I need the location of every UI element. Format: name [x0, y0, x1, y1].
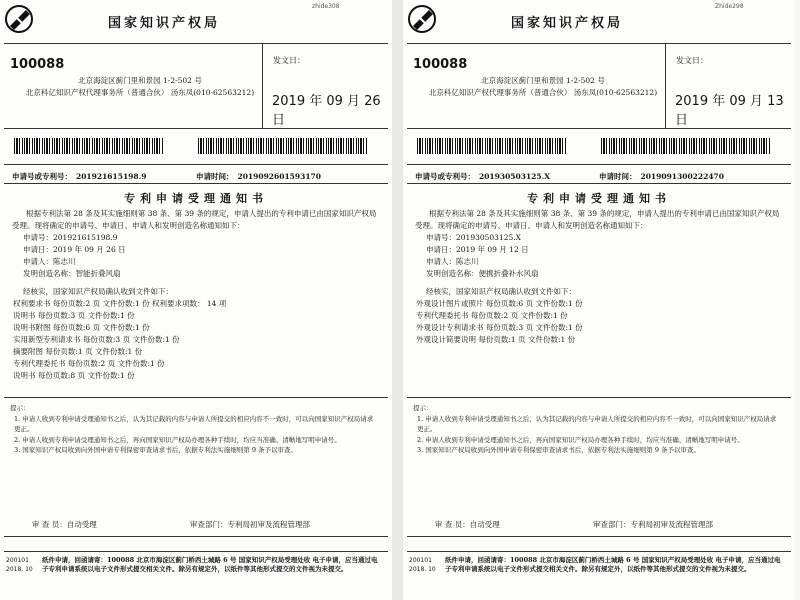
- postal-code: 100088: [413, 57, 468, 72]
- divider: [4, 164, 388, 165]
- divider: [407, 128, 791, 129]
- intro-paragraph: 根据专利法第 28 条及其实施细则第 38 条、第 39 条的规定，申请人提出的专利申请已由国家知识产权局受理。现将确定的申请号、申请日、申请人和发明创造名称通知如下：: [12, 209, 377, 230]
- address-block: [423, 75, 663, 99]
- application-number-row: [415, 171, 550, 182]
- value: 201921615198.9: [53, 233, 118, 242]
- divider: [4, 128, 388, 129]
- address-line: 北京海淀区蓟门里和景园 1-2-502 号: [78, 76, 202, 85]
- barcode: [198, 138, 368, 154]
- file-row: 外观设计图片或照片 每份页数:6 页 文件份数:1 份: [416, 299, 583, 308]
- notes-block: [413, 403, 781, 456]
- file-row: 说明书 每份页数:8 页 文件份数:1 份: [13, 371, 135, 380]
- detail-app-date: [23, 244, 126, 256]
- label: 发明创造名称：: [23, 269, 76, 278]
- note-item: 1. 申请人收到专利申请受理通知书之后，认为其记载的内容与申请人所提交的相应内容不一致时，可以向国家知识产权局请求更正。: [417, 414, 777, 433]
- form-number: 200101: [6, 557, 29, 564]
- department: 审查部门：专利局初审及流程管理部: [593, 520, 713, 529]
- barcode: [14, 138, 164, 154]
- divider: [407, 551, 791, 552]
- receipt-notice-right: [403, 0, 795, 600]
- divider: [4, 536, 388, 537]
- divider: [407, 43, 791, 44]
- issue-date: 2019 年 09 月 13 日: [675, 94, 784, 128]
- files-header: 经核实，国家知识产权局确认收到文件如下：: [23, 287, 173, 296]
- barcode: [601, 138, 771, 154]
- form-version: 2018. 10: [409, 566, 436, 573]
- cnipa-emblem-icon: [407, 4, 439, 34]
- application-details: [23, 232, 126, 280]
- postal-code: 100088: [10, 57, 65, 72]
- examiner: 审 查 员：自动受理: [435, 520, 500, 529]
- file-row: 专利代理委托书 每份页数:2 页 文件份数:1 份: [416, 311, 568, 320]
- divider: [665, 43, 666, 128]
- detail-invention: [23, 268, 126, 280]
- file-row: 专利代理委托书 每份页数:2 页 文件份数:1 份: [13, 359, 165, 368]
- file-row: 外观设计简要说明 每份页数:1 页 文件份数:1 份: [416, 335, 576, 344]
- reference-id: zhide308: [312, 3, 340, 10]
- value: 2019 年 09 月 12 日: [456, 245, 529, 254]
- reference-id: Zhide298: [715, 3, 744, 10]
- divider: [407, 164, 791, 165]
- value: 陈志川: [456, 257, 479, 266]
- receipt-notice-left: [0, 0, 392, 600]
- label: 申请号：: [426, 233, 456, 242]
- office-name: 国家知识产权局: [511, 16, 624, 31]
- divider: [4, 397, 388, 398]
- file-row: 实用新型专利请求书 每份页数:3 页 文件份数:1 份: [13, 335, 180, 344]
- value: 陈志川: [53, 257, 76, 266]
- issue-date-label: 发文日：: [273, 56, 305, 65]
- app-no-label: 申请号或专利号：: [12, 172, 72, 181]
- application-time-row: [196, 171, 321, 182]
- note-item: 1. 申请人收到专利申请受理通知书之后，认为其记载的内容与申请人所提交的相应内容不一致时，可以向国家知识产权局请求更正。: [14, 414, 374, 433]
- note-item: 2. 申请人收到专利申请受理通知书之后，再向国家知识产权局办理各种手续时，均应当准确、清晰地写明申请号。: [14, 435, 341, 444]
- divider: [407, 183, 791, 184]
- file-row: 摘要附图 每份页数:1 页 文件份数:1 份: [13, 347, 143, 356]
- agency-line: 北京科亿知识产权代理事务所（普通合伙） 汤东凤(010-62563212): [428, 88, 658, 97]
- label: 申请人：: [23, 257, 53, 266]
- detail-invention: [426, 268, 539, 280]
- value: 201930503125.X: [456, 233, 521, 242]
- app-no-label: 申请号或专利号：: [415, 172, 475, 181]
- form-code: [409, 556, 436, 574]
- detail-applicant: [23, 256, 126, 268]
- form-version: 2018. 10: [6, 566, 33, 573]
- app-time-value: 2019092601593170: [237, 172, 321, 181]
- note-item: 3. 国家知识产权局收到向外国申请专利保密审查请求书后，依据专利法实施细则第 9 条予以审查。: [417, 446, 701, 454]
- detail-app-no: [426, 232, 539, 244]
- agency-line: 北京科亿知识产权代理事务所（普通合伙） 汤东凤(010-62563212): [25, 88, 255, 97]
- divider: [4, 551, 388, 552]
- page-gutter: [392, 0, 403, 600]
- issue-date: 2019 年 09 月 26 日: [272, 94, 381, 128]
- app-time-label: 申请时间：: [196, 172, 234, 181]
- file-row: 外观设计专利请求书 每份页数:3 页 文件份数:1 份: [416, 323, 583, 332]
- issue-date-label: 发文日：: [676, 56, 708, 65]
- form-number: 200101: [409, 557, 432, 564]
- label: 申请日：: [23, 245, 53, 254]
- detail-applicant: [426, 256, 539, 268]
- footer-text: 纸件申请，回函请寄：100088 北京市海淀区蓟门桥西土城路 6 号 国家知识产权局受理处收 电子申请，应当通过电子专利申请系统以电子文件形式提交相关文件。除另有规定外，以纸件等其他形式提交的文件视为未提交。: [445, 556, 781, 573]
- application-number-row: [12, 171, 146, 182]
- file-row: 说明书 每份页数:3 页 文件份数:1 份: [13, 311, 135, 320]
- note-item: 3. 国家知识产权局收到向外国申请专利保密审查请求书后，依据专利法实施细则第 9 条予以审查。: [14, 446, 298, 454]
- form-code: [6, 556, 33, 574]
- divider: [4, 183, 388, 184]
- address-line: 北京海淀区蓟门里和景园 1-2-502 号: [481, 76, 605, 85]
- app-time-value: 2019091300222470: [640, 172, 724, 181]
- barcode: [417, 138, 567, 154]
- divider: [407, 536, 791, 537]
- value: 2019 年 09 月 26 日: [53, 245, 126, 254]
- letter-title: 专利申请受理通知书: [124, 192, 268, 205]
- footer-text: 纸件申请，回函请寄：100088 北京市海淀区蓟门桥西土城路 6 号 国家知识产权局受理处收 电子申请，应当通过电子专利申请系统以电子文件形式提交相关文件。除另有规定外，以纸件等其他形式提交的文件视为未提交。: [42, 556, 378, 573]
- notes-title: 提示：: [10, 404, 30, 412]
- label: 申请人：: [426, 257, 456, 266]
- app-no-value: 201921615198.9: [76, 172, 147, 181]
- received-files: [13, 286, 226, 382]
- value: 智能折叠风扇: [75, 269, 121, 278]
- intro-paragraph: 根据专利法第 28 条及其实施细则第 38 条、第 39 条的规定，申请人提出的专利申请已由国家知识产权局受理。现将确定的申请号、申请日、申请人和发明创造名称通知如下：: [415, 209, 780, 230]
- file-row: 说明书附图 每份页数:6 页 文件份数:1 份: [13, 323, 150, 332]
- received-files: [416, 286, 583, 346]
- detail-app-no: [23, 232, 126, 244]
- cnipa-emblem-icon: [4, 4, 36, 34]
- files-header: 经核实，国家知识产权局确认收到文件如下：: [426, 287, 576, 296]
- divider: [407, 397, 791, 398]
- address-block: [20, 75, 260, 99]
- letter-title: 专利申请受理通知书: [527, 192, 671, 205]
- file-row: 权利要求书 每份页数:2 页 文件份数:1 份 权利要求项数： 14 项: [13, 299, 227, 308]
- application-details: [426, 232, 539, 280]
- department: 审查部门：专利局初审及流程管理部: [190, 520, 310, 529]
- examiner: 审 查 员：自动受理: [32, 520, 97, 529]
- detail-app-date: [426, 244, 539, 256]
- label: 申请号：: [23, 233, 53, 242]
- label: 申请日：: [426, 245, 456, 254]
- value: 便携折叠补水风扇: [478, 269, 539, 278]
- office-name: 国家知识产权局: [108, 16, 221, 31]
- app-time-label: 申请时间：: [599, 172, 637, 181]
- app-no-value: 201930503125.X: [479, 172, 551, 181]
- notes-block: [10, 403, 378, 456]
- divider: [4, 43, 388, 44]
- label: 发明创造名称：: [426, 269, 479, 278]
- divider: [262, 43, 263, 128]
- application-time-row: [599, 171, 724, 182]
- note-item: 2. 申请人收到专利申请受理通知书之后，再向国家知识产权局办理各种手续时，均应当准确、清晰地写明申请号。: [417, 435, 744, 444]
- notes-title: 提示：: [413, 404, 433, 412]
